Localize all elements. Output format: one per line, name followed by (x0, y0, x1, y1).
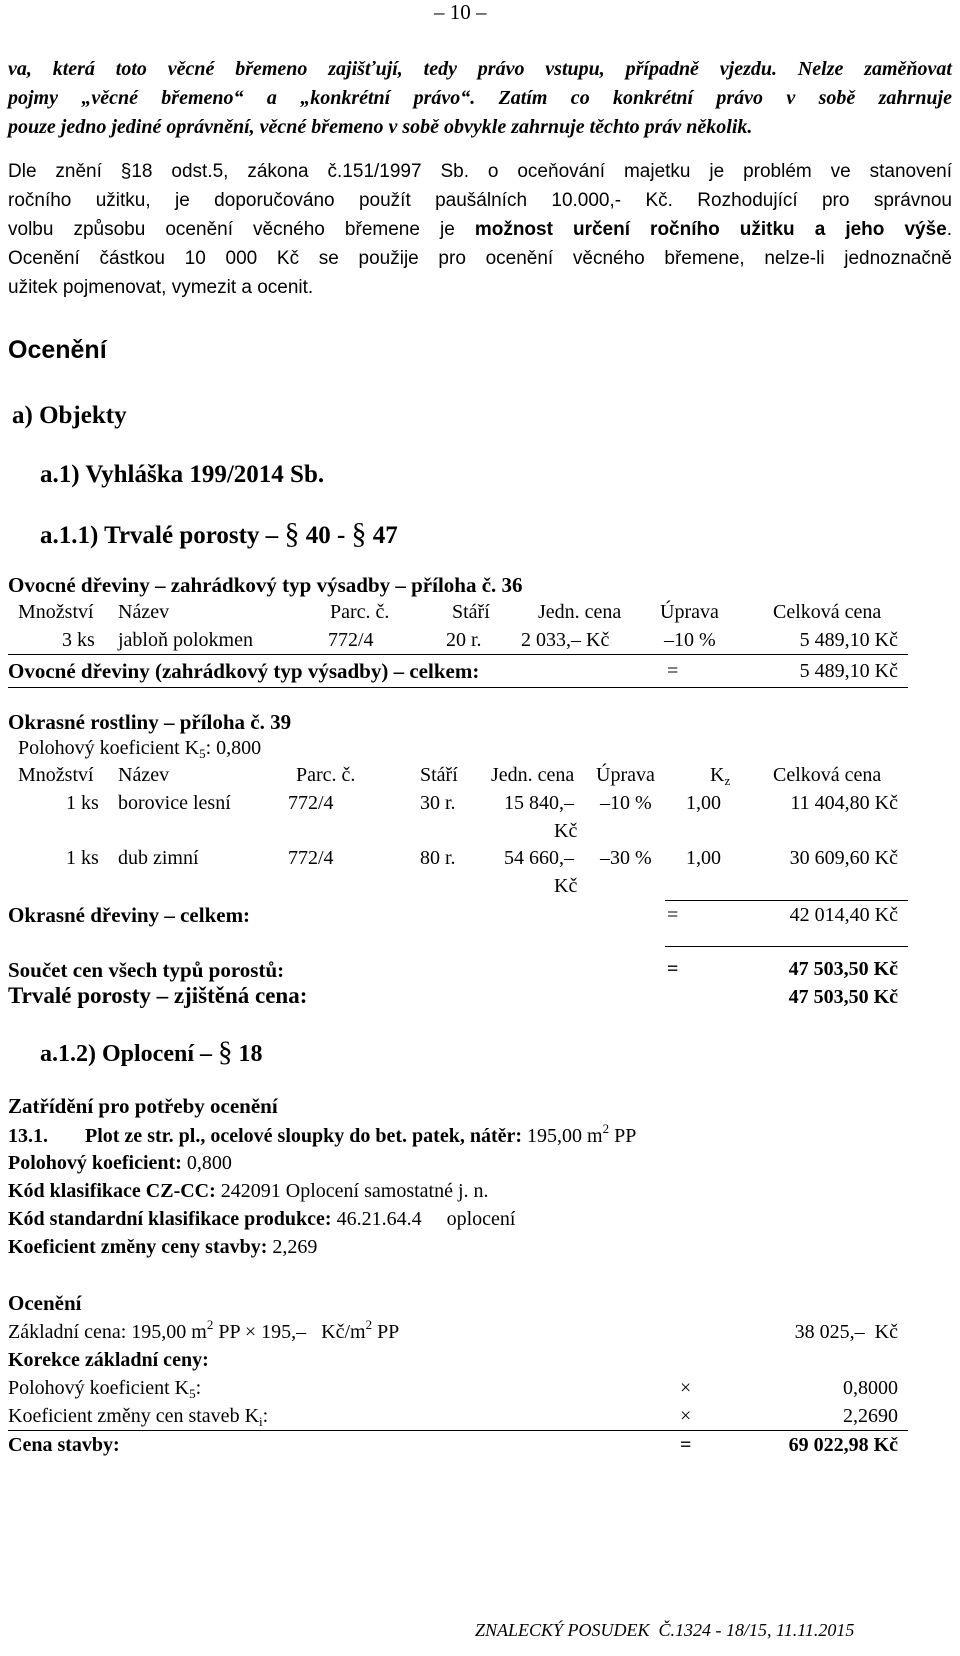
cell-celkova: 30 609,60 Kč (789, 847, 898, 869)
cell-nazev: jabloň polokmen (118, 629, 253, 651)
intro-line-1: va, která toto věcné břemeno zajišťují, tedy právo vstupu, případně vjezdu. Nelze zaměňovat (8, 58, 952, 80)
times-icon: × (680, 1405, 692, 1427)
heading-objekty: a) Objekty (12, 402, 127, 429)
col-uprava: Úprava (596, 764, 655, 786)
okrasne-total-value: 42 014,40 Kč (789, 904, 898, 926)
cell-uprava: –30 % (600, 847, 652, 869)
zatrideni-title: Zatřídění pro potřeby ocenění (8, 1094, 278, 1118)
cell-kz: 1,00 (686, 792, 721, 814)
col-parc: Parc. č. (330, 601, 390, 623)
times-icon: × (244, 1321, 257, 1343)
soucet-value: 47 503,50 Kč (788, 958, 898, 980)
law-paragraph (8, 157, 952, 302)
col-uprava: Úprava (660, 601, 719, 623)
cena-stavby-eq: = (680, 1434, 692, 1456)
koef-zmeny-label: Koeficient změny cen staveb $K_i$: (8, 1405, 269, 1429)
trvale-cena-label: Trvalé porosty – zjištěná cena: (8, 983, 308, 1008)
cell-uprava: –10 % (600, 792, 652, 814)
cell-uprava: –10 % (664, 629, 716, 651)
cell-nazev: borovice lesní (118, 792, 231, 814)
cell-celkova: 11 404,80 Kč (790, 792, 898, 814)
col-nazev: Název (118, 764, 170, 786)
poloh-koef-value: 0,8000 (843, 1377, 898, 1399)
divider (8, 1430, 908, 1431)
heading-oploceni: a.1.2) Oplocení – § 18 (40, 1036, 263, 1068)
intro-line-2: pojmy „věcné břemeno“ a „konkrétní právo“. Zatím co konkrétní právo v sobě zahrnuje (8, 87, 952, 109)
cell-parc: 772/4 (328, 629, 374, 651)
cell-parc: 772/4 (288, 847, 334, 869)
cell-jedn-cena: 2 033,– Kč (521, 629, 610, 651)
section-sign-icon: § (351, 517, 367, 550)
col-stari: Stáří (420, 764, 458, 786)
footer: ZNALECKÝ POSUDEK Č.1324 - 18/15, 11.11.2015 (475, 1620, 855, 1640)
heading-oceneni: Ocenění (8, 336, 107, 364)
trvale-cena-value: 47 503,50 Kč (788, 986, 898, 1008)
zatrideni-polohovy: Polohový koeficient: 0,800 (8, 1152, 232, 1174)
section-sign-icon: § (218, 1036, 233, 1068)
zakladni-cena: Základní cena: 195,00 $m^2$ PP × 195,– $Kč/m^2$ PP (8, 1317, 400, 1343)
law-line-3: volbu způsobu ocenění věcného břemene je možnost určení ročního užitku a jeho výše. (8, 219, 952, 240)
page-number: – 10 – (434, 0, 487, 24)
col-nazev: Název (118, 601, 170, 623)
law-line-4: Ocenění částkou 10 000 Kč se použije pro ocenění věcného břemene, nelze-li jednoznačně (8, 248, 952, 269)
zatrideni-kod: Kód klasifikace CZ-CC: 242091 Oplocení samostatné j. n. (8, 1180, 489, 1202)
poloh-koef-label: Polohový koeficient $K_5$: (8, 1377, 202, 1401)
law-line-1: Dle znění §18 odst.5, zákona č.151/1997 Sb. o oceňování majetku je problém ve stanovení (8, 161, 952, 182)
zatrideni-kod-std: Kód standardní klasifikace produkce: 46.21.64.4 oplocení (8, 1208, 516, 1230)
cell-parc: 772/4 (288, 792, 334, 814)
col-mnozstvi: Množství (18, 764, 94, 786)
intro-paragraph (8, 55, 952, 142)
cell-mnozstvi: 1 ks (66, 847, 99, 869)
cell-jedn-cena-unit: Kč (554, 820, 578, 842)
law-line-5: užitek pojmenovat, vymezit a ocenit. (8, 277, 314, 298)
divider (665, 900, 908, 901)
col-jedn-cena: Jedn. cena (538, 601, 622, 623)
section-sign-icon: § (284, 517, 300, 550)
cell-mnozstvi: 3 ks (62, 629, 95, 651)
oceneni2-title: Ocenění (8, 1291, 82, 1315)
cell-stari: 30 r. (420, 792, 456, 814)
cell-stari: 20 r. (446, 629, 482, 651)
cell-nazev: dub zimní (118, 847, 199, 869)
divider (8, 654, 908, 655)
times-icon: × (680, 1377, 692, 1399)
heading-vyhlaska: a.1) Vyhláška 199/2014 Sb. (40, 461, 325, 488)
col-stari: Stáří (452, 601, 490, 623)
col-celkova: Celková cena (773, 764, 882, 786)
heading-trvale-porosty: a.1.1) Trvalé porosty – § 40 - § 47 (40, 517, 398, 550)
cell-mnozstvi: 1 ks (66, 792, 99, 814)
ovocne-total-value: 5 489,10 Kč (799, 660, 898, 682)
okrasne-title: Okrasné rostliny – příloha č. 39 (8, 710, 292, 734)
cena-stavby-value: 69 022,98 Kč (788, 1434, 898, 1456)
zatrideni-item: 13.1. Plot ze str. pl., ocelové sloupky do bet. patek, nátěr: 195,00 $m^2$ PP (8, 1121, 637, 1147)
cell-stari: 80 r. (420, 847, 456, 869)
okrasne-total-eq: = (667, 904, 679, 926)
ovocne-total-eq: = (667, 660, 679, 682)
ovocne-total-label: Ovocné dřeviny (zahrádkový typ výsadby) – celkem: (8, 659, 480, 683)
col-kz: $K_z$ (710, 764, 731, 788)
col-jedn-cena: Jedn. cena (491, 764, 575, 786)
soucet-label: Součet cen všech typů porostů: (8, 958, 285, 982)
cell-jedn-cena: 15 840,– (504, 792, 574, 814)
col-celkova: Celková cena (773, 601, 882, 623)
zatrideni-koef-zmeny: Koeficient změny ceny stavby: 2,269 (8, 1236, 318, 1258)
soucet-eq: = (667, 958, 679, 980)
divider (665, 946, 908, 947)
cell-celkova: 5 489,10 Kč (799, 629, 898, 651)
koef-zmeny-value: 2,2690 (843, 1405, 898, 1427)
zakladni-cena-value: 38 025,– Kč (794, 1321, 898, 1343)
cell-jedn-cena: 54 660,– (504, 847, 574, 869)
col-mnozstvi: Množství (18, 601, 94, 623)
cell-kz: 1,00 (686, 847, 721, 869)
okrasne-koef: Polohový koeficient $K_5$: 0,800 (18, 737, 262, 761)
divider (8, 687, 908, 688)
cell-jedn-cena-unit: Kč (554, 875, 578, 897)
ovocne-title: Ovocné dřeviny – zahrádkový typ výsadby – příloha č. 36 (8, 573, 523, 597)
col-parc: Parc. č. (296, 764, 356, 786)
okrasne-total-label: Okrasné dřeviny – celkem: (8, 903, 251, 927)
law-line-2: ročního užitku, je doporučováno použít paušálních 10.000,- Kč. Rozhodující pro správnou (8, 190, 952, 211)
cena-stavby-label: Cena stavby: (8, 1434, 120, 1456)
intro-line-3: pouze jedno jediné oprávnění, věcné břemeno v sobě obvykle zahrnuje těchto práv několik. (8, 116, 753, 138)
korekce-label: Korekce základní ceny: (8, 1349, 209, 1371)
